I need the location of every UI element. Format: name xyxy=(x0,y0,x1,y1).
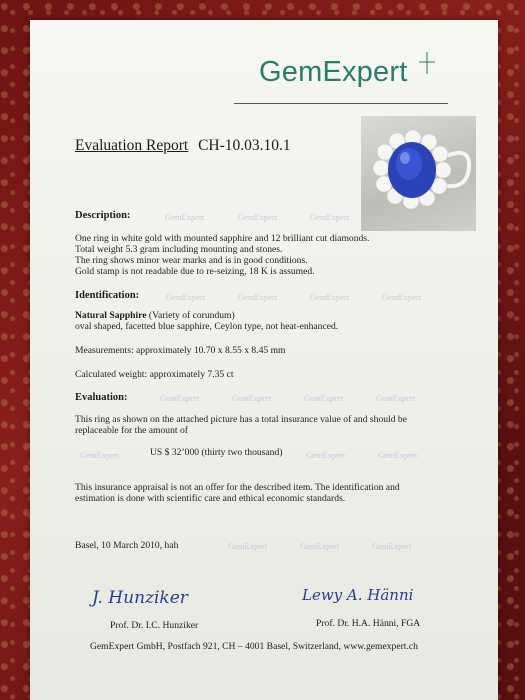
description-label: Description: xyxy=(75,210,131,221)
stone-detail: oval shaped, facetted blue sapphire, Ceylon type, not heat-enhanced. xyxy=(75,321,339,332)
stone-name-line xyxy=(75,310,235,321)
signatory-name: Prof. Dr. I.C. Hunziker xyxy=(110,620,199,631)
watermark: GemExpert xyxy=(378,450,418,460)
watermark: GemExpert xyxy=(238,212,278,222)
watermark: GemExpert xyxy=(310,292,350,302)
description-line: The ring shows minor wear marks and is in good conditions. xyxy=(75,255,308,266)
watermark: GemExpert xyxy=(238,292,278,302)
evaluation-label: Evaluation: xyxy=(75,392,128,403)
watermark: GemExpert xyxy=(166,292,206,302)
identification-label: Identification: xyxy=(75,290,140,301)
measurements: Measurements: approximately 10.70 x 8.55 x 8.45 mm xyxy=(75,345,286,356)
watermark: GemExpert xyxy=(376,393,416,403)
description-line: Gold stamp is not readable due to re-seizing, 18 K is assumed. xyxy=(75,266,315,277)
ring-image-icon xyxy=(361,116,476,231)
watermark: GemExpert xyxy=(232,393,272,403)
evaluation-text: replaceable for the amount of xyxy=(75,425,188,436)
footer-address: GemExpert GmbH, Postfach 921, CH – 4001 Basel, Switzerland, www.gemexpert.ch xyxy=(90,641,418,652)
evaluation-text: This ring as shown on the attached picture has a total insurance value of and should be xyxy=(75,414,407,425)
ring-photo xyxy=(361,116,476,231)
logo-cross-icon xyxy=(419,52,435,74)
report-title xyxy=(75,137,291,155)
insurance-amount: US $ 32’000 (thirty two thousand) xyxy=(150,447,283,458)
certificate-paper xyxy=(30,20,498,700)
watermark: GemExpert xyxy=(304,393,344,403)
report-title-label: Evaluation Report xyxy=(75,137,189,154)
watermark: GemExpert xyxy=(160,393,200,403)
disclaimer-text: estimation is done with scientific care and ethical economic standards. xyxy=(75,493,346,504)
stone-variety: (Variety of corundum) xyxy=(146,310,235,321)
place-date: Basel, 10 March 2010, hah xyxy=(75,540,179,551)
description-line: Total weight 5.3 gram including mounting and stones. xyxy=(75,244,283,255)
description-line: One ring in white gold with mounted sapphire and 12 brilliant cut diamonds. xyxy=(75,233,370,244)
report-number: CH-10.03.10.1 xyxy=(198,137,291,154)
disclaimer-text: This insurance appraisal is not an offer for the described item. The identification and xyxy=(75,482,400,493)
watermark: GemExpert xyxy=(306,450,346,460)
watermark: GemExpert xyxy=(228,541,268,551)
watermark: GemExpert xyxy=(300,541,340,551)
logo-underline xyxy=(234,103,448,104)
watermark: GemExpert xyxy=(165,212,205,222)
signature-hanni: Lewy A. Hänni xyxy=(302,586,414,604)
signature-hunziker: J. Hunziker xyxy=(92,588,188,608)
watermark: GemExpert xyxy=(382,292,422,302)
watermark: GemExpert xyxy=(80,450,120,460)
stone-name: Natural Sapphire xyxy=(75,310,147,321)
company-logo: GemExpert xyxy=(259,56,408,88)
signatory-name: Prof. Dr. H.A. Hänni, FGA xyxy=(316,618,421,629)
watermark: GemExpert xyxy=(372,541,412,551)
watermark: GemExpert xyxy=(310,212,350,222)
calculated-weight: Calculated weight: approximately 7.35 ct xyxy=(75,369,234,380)
